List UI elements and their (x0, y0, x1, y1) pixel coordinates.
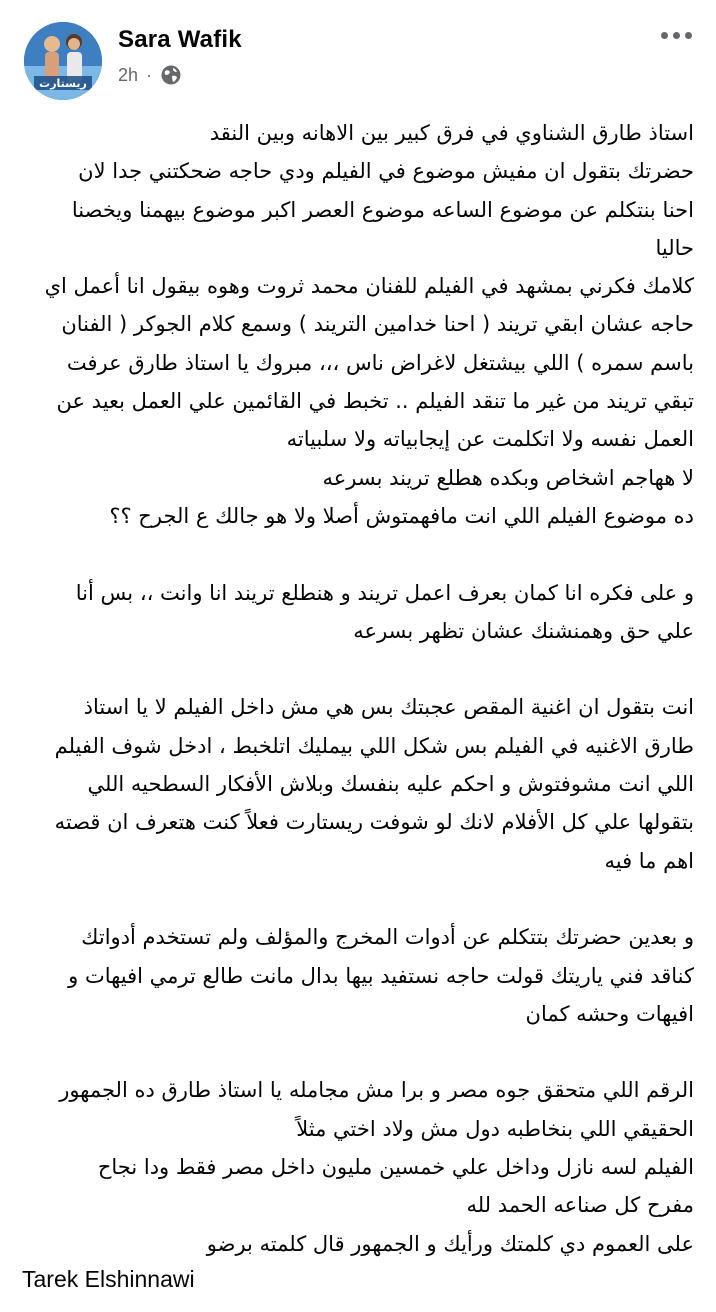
post-line: اللي انت مشوفتوش و احكم عليه بنفسك وبلاش الأفكار السطحيه اللي (87, 772, 694, 797)
more-dot (685, 32, 692, 39)
post-line: لا ههاجم اشخاص وبكده هطلع تريند بسرعه (322, 465, 694, 490)
paragraph-2 (22, 574, 694, 651)
post-signature: Tarek Elshinnawi (22, 1266, 195, 1292)
post-line: استاذ طارق الشناوي في فرق كبير بين الاهانه وبين النقد (209, 121, 694, 145)
paragraph-spacer (22, 1033, 694, 1071)
post-line: الحقيقي اللي بنخاطبه دول مش ولاد اختي مثلاً (296, 1116, 694, 1141)
post-line: ده موضوع الفيلم اللي انت مافهمتوش أصلا ولا هو جالك ع الجرح ؟؟ (109, 503, 694, 528)
more-dot (661, 32, 668, 39)
post-line: حضرتك بتقول ان مفيش موضوع في الفيلم ودي حاجه ضحكتني جدا لان (78, 159, 694, 184)
post-line: كلامك فكرني بمشهد في الفيلم للفنان محمد ثروت وهوه بيقول انا أعمل اي (44, 274, 694, 299)
post-line: كناقد فني ياريتك قولت حاجه نستفيد بيها بدال مانت طالع ترمي افيهات و (68, 963, 694, 988)
post-line: علي حق وهمنشنك عشان تظهر بسرعه (353, 618, 694, 643)
paragraph-5 (22, 1071, 694, 1262)
avatar-image (24, 22, 102, 100)
post-line: و على فكره انا كمان بعرف اعمل تريند و هنطلع تريند انا وانت ،، بس أنا (75, 580, 694, 605)
post-line: باسم سمره ) اللي بيشتغل لاغراض ناس ،،، مبروك يا استاذ طارق عرفت (66, 350, 694, 375)
post-line: حاجه عشان ابقي تريند ( احنا خدامين التريند ) وسمع كلام الجوكر ( الفنان (61, 312, 694, 337)
post-line: احنا بنتكلم عن موضوع الساعه موضوع العصر اكبر موضوع بيهمنا ويخصنا (71, 197, 694, 222)
post-line: مفرح كل صناعه الحمد لله (466, 1193, 694, 1218)
post-line: اهم ما فيه (604, 848, 694, 873)
paragraph-spacer (22, 535, 694, 573)
paragraph-3 (22, 688, 694, 879)
post-line: انت بتقول ان اغنية المقص عجبتك بس هي مش داخل الفيلم لا يا استاذ (83, 695, 694, 720)
post-line: على العموم دي كلمتك ورأيك و الجمهور قال كلمته برضو (206, 1231, 694, 1256)
paragraph-1 (22, 114, 694, 535)
post-line: افيهات وحشه كمان (525, 1001, 694, 1026)
avatar[interactable] (24, 22, 102, 100)
post-line: بتقولها علي كل الأفلام لانك لو شوفت ريستارت فعلاً كنت هتعرف ان قصته (54, 810, 694, 835)
post-line: الفيلم لسه نازل وداخل علي خمسين مليون داخل مصر فقط ودا نجاح (97, 1155, 694, 1180)
post-line: العمل نفسه ولا اتكلمت عن إيجابياته ولا سلبياته (286, 427, 694, 452)
post-time[interactable]: 2h (118, 64, 139, 85)
paragraph-4 (22, 918, 694, 1033)
post-line: طارق الاغنيه في الفيلم بس شكل اللي بيمليك اتلخبط ، ادخل شوف الفيلم (54, 733, 694, 758)
author-name[interactable]: Sara Wafik (118, 26, 242, 53)
post-line: تبقي تريند من غير ما تنقد الفيلم .. تخبط في القائمين علي العمل بعيد عن (56, 389, 694, 414)
meta-separator: · (146, 64, 153, 85)
post-body (22, 114, 694, 1263)
more-dot (673, 32, 680, 39)
avatar-logo-text: ريستارت (39, 77, 87, 90)
post-line: حاليا (655, 235, 694, 260)
globe-icon[interactable] (160, 64, 182, 86)
more-options-button[interactable] (656, 20, 696, 50)
paragraph-spacer (22, 650, 694, 688)
post-header (0, 0, 716, 110)
post-line: الرقم اللي متحقق جوه مصر و برا مش مجامله يا استاذ طارق ده الجمهور (59, 1078, 694, 1103)
post-meta (118, 64, 182, 86)
post-line: و بعدين حضرتك بتتكلم عن أدوات المخرج والمؤلف ولم تستخدم أدواتك (81, 925, 694, 950)
paragraph-spacer (22, 880, 694, 918)
